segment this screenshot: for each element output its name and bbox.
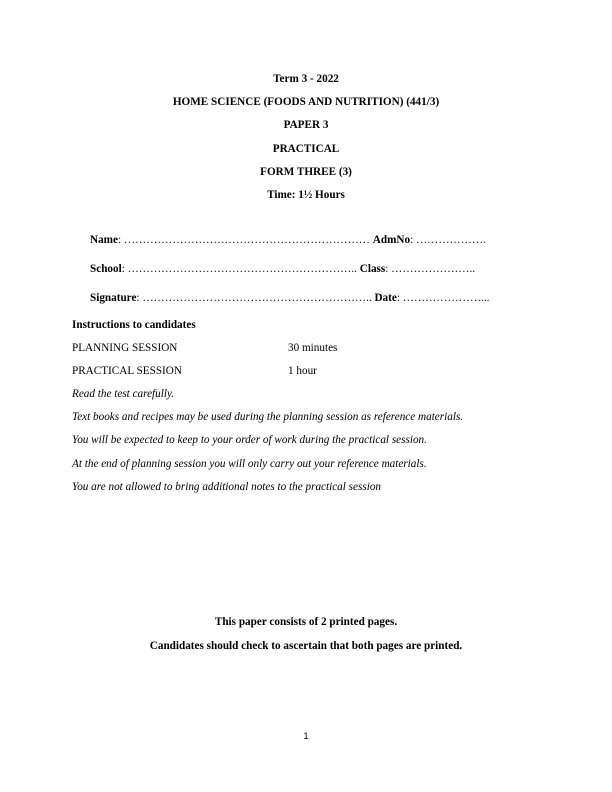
page-footer-notice <box>0 615 612 663</box>
instruction-note: You are not allowed to bring additional notes to the practical session <box>72 480 382 493</box>
session-time: 30 minutes <box>288 342 338 354</box>
exam-header <box>0 72 612 211</box>
candidate-details <box>90 233 530 320</box>
session-row <box>72 364 552 387</box>
instruction-note: At the end of planning session you will only carry out your reference materials. <box>72 457 427 470</box>
subject-line: HOME SCIENCE (FOODS AND NUTRITION) (441/3) <box>172 96 440 109</box>
session-time: 1 hour <box>288 365 317 377</box>
school-row <box>90 262 530 291</box>
class-label: Class <box>359 263 386 275</box>
signature-row <box>90 291 530 320</box>
name-row <box>90 233 530 262</box>
term-line: Term 3 - 2022 <box>273 73 339 85</box>
signature-blank: : …………………………………………………….. <box>136 292 372 304</box>
date-blank: : …………………... <box>396 292 490 304</box>
session-row <box>72 341 552 364</box>
date-label: Date <box>374 292 397 304</box>
class-blank: : ………………….. <box>385 263 476 275</box>
form-line: FORM THREE (3) <box>260 165 352 178</box>
admno-label: AdmNo <box>372 234 411 246</box>
pages-count-notice: This paper consists of 2 printed pages. <box>214 616 398 628</box>
paper-line: PAPER 3 <box>283 119 329 132</box>
type-line: PRACTICAL <box>272 142 340 155</box>
page-number: 1 <box>303 731 309 742</box>
session-name: PRACTICAL SESSION <box>72 365 182 377</box>
instruction-note: Text books and recipes may be used during the planning session as reference materials. <box>72 411 464 424</box>
time-line: Time: 1½ Hours <box>267 188 345 201</box>
instructions-title: Instructions to candidates <box>72 319 196 331</box>
signature-label: Signature <box>90 292 137 304</box>
session-name: PLANNING SESSION <box>72 342 178 354</box>
instruction-note: Read the test carefully. <box>72 388 175 400</box>
admno-blank: : ………………. <box>410 234 486 246</box>
name-blank: : ………………………………………………………… <box>117 234 370 246</box>
instructions-section <box>72 318 552 503</box>
school-blank: : …………………………………………………….. <box>121 263 357 275</box>
school-label: School <box>90 263 122 275</box>
instruction-note: You will be expected to keep to your order of work during the practical session. <box>72 434 427 447</box>
check-pages-notice: Candidates should check to ascertain that both pages are printed. <box>149 640 463 652</box>
name-label: Name <box>90 234 118 246</box>
